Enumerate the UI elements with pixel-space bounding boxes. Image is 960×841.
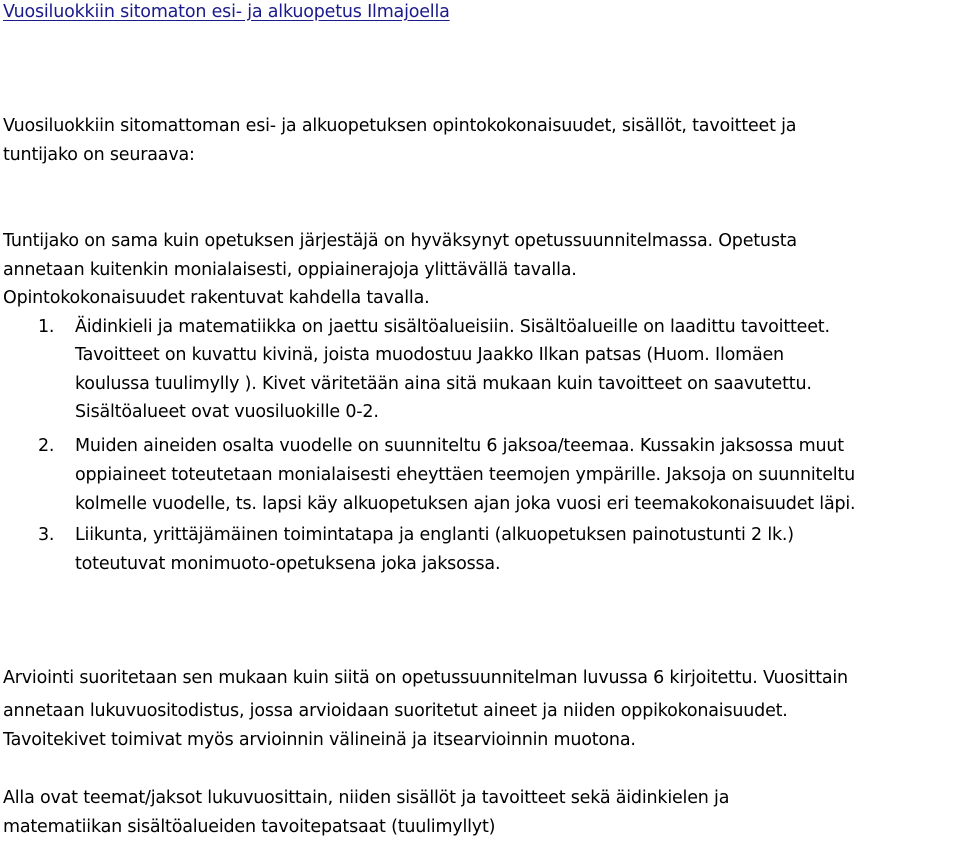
list-item-line: oppiaineet toteutetaan monialaisesti eheyttäen teemojen ympärille. Jaksoja on suunniteltu [75,465,855,485]
list-number: 3. [38,525,55,545]
arviointi-line-1: Arviointi suoritetaan sen mukaan kuin siitä on opetussuunnitelman luvussa 6 kirjoitettu. Vuosittain [3,668,848,688]
tuntijako-line-3: Opintokokonaisuudet rakentuvat kahdella tavalla. [3,288,430,308]
list-item-line: Liikunta, yrittäjämäinen toimintatapa ja englanti (alkuopetuksen painotustunti 2 lk.) [75,525,794,545]
list-item-line: koulussa tuulimylly ). Kivet väritetään aina sitä mukaan kuin tavoitteet on saavutettu. [75,374,812,394]
tuntijako-line-2: annetaan kuitenkin monialaisesti, oppiainerajoja ylittävällä tavalla. [3,260,577,280]
document-title-link[interactable]: Vuosiluokkiin sitomaton esi- ja alkuopetus Ilmajoella [3,2,450,22]
list-number: 2. [38,436,55,456]
alla-line-1: Alla ovat teemat/jaksot lukuvuosittain, niiden sisällöt ja tavoitteet sekä äidinkielen ja [3,788,730,808]
list-item-line: kolmelle vuodelle, ts. lapsi käy alkuopetuksen ajan joka vuosi eri teemakokonaisuudet läpi. [75,494,856,514]
list-item-line: Muiden aineiden osalta vuodelle on suunniteltu 6 jaksoa/teemaa. Kussakin jaksossa muut [75,436,844,456]
tuntijako-line-1: Tuntijako on sama kuin opetuksen järjestäjä on hyväksynyt opetussuunnitelmassa. Opetusta [3,231,797,251]
list-item-line: Tavoitteet on kuvattu kivinä, joista muodostuu Jaakko Ilkan patsas (Huom. Ilomäen [75,345,784,365]
intro-line-2: tuntijako on seuraava: [3,145,195,165]
list-item-line: toteutuvat monimuoto-opetuksena joka jaksossa. [75,554,501,574]
arviointi-line-2: annetaan lukuvuositodistus, jossa arvioidaan suoritetut aineet ja niiden oppikokonaisuudet. [3,701,788,721]
list-item-line: Äidinkieli ja matematiikka on jaettu sisältöalueisiin. Sisältöalueille on laadittu tavoitteet. [75,317,830,337]
alla-line-2: matematiikan sisältöalueiden tavoitepatsaat (tuulimyllyt) [3,817,496,837]
list-number: 1. [38,317,55,337]
list-item-line: Sisältöalueet ovat vuosiluokille 0-2. [75,402,379,422]
intro-line-1: Vuosiluokkiin sitomattoman esi- ja alkuopetuksen opintokokonaisuudet, sisällöt, tavoitteet ja [3,116,797,136]
arviointi-line-3: Tavoitekivet toimivat myös arvioinnin välineinä ja itsearvioinnin muotona. [3,730,636,750]
